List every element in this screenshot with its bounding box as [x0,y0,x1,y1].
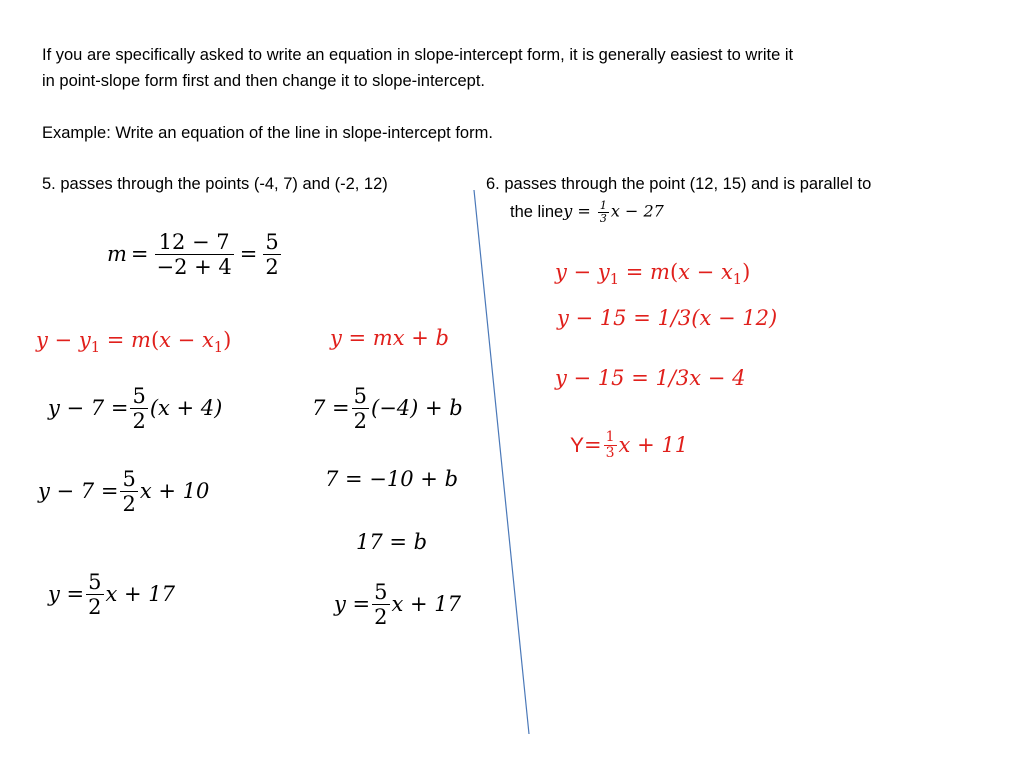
psf-x1-sub: 1 [213,339,224,357]
step-lhs: y − 7 = [48,396,129,421]
problem-5-prompt: 5. passes through the points (-4, 7) and (-2, 12) [42,175,388,193]
psf-m: m [650,260,670,284]
psf-paren-open: ( [669,260,679,284]
psf-y1: y [597,260,610,284]
fraction-numerator: 5 [132,384,146,408]
fraction-numerator: 5 [353,384,368,408]
fraction-denominator: 2 [122,492,136,517]
psf-x: x [678,260,690,284]
step-rhs: x + 17 [105,582,176,607]
fraction-numerator: 1 [599,199,607,212]
problem-6-prompt-rhs: x − 27 [610,201,664,221]
slope-equation: m = $\frac{12 - 7}{-2 + 4}$ = $\frac{5}{2}$ [107,230,279,280]
right-step-2: 7 = −10 + b [325,467,459,491]
step-lhs: 7 = [312,396,350,421]
fraction-numerator: 5 [122,467,136,491]
step-lhs: y − 7 = [38,479,119,504]
psf-x1: x [201,328,214,352]
psf-x1: x [720,260,733,284]
psf-minus: − [566,260,598,284]
fraction-denominator: 3 [605,444,615,461]
fraction-denominator: 2 [132,409,146,434]
problem-6-step-2: y − 15 = 1/3x − 4 [555,366,746,390]
slope-denominator: −2 + 4 [156,255,232,280]
problem-6-prompt-line-1: 6. passes through the point (12, 15) and is parallel to [486,175,872,193]
psf-y1: y [78,328,91,352]
step-rhs: (x + 4) [149,396,223,421]
psf-x1-sub: 1 [732,271,743,289]
example-heading: Example: Write an equation of the line in slope-intercept form. [42,124,493,142]
psf-m: m [131,328,151,352]
psf-y: y [555,260,567,284]
step-lhs: y = [334,592,371,617]
psf-minus-2: − [689,260,721,284]
answer-rhs: x + 11 [618,432,689,457]
psf-x: x [159,328,171,352]
step-rhs: (−4) + b [371,396,463,421]
slope-numerator: 12 − 7 [155,230,234,255]
answer-eq: = [584,432,602,457]
fraction-denominator: 3 [599,211,607,225]
psf-minus: − [47,328,79,352]
fraction-denominator: 2 [374,605,388,630]
psf-y1-sub: 1 [609,271,620,289]
problem-5-slope-intercept-form: y = mx + b [330,326,449,350]
problem-6-step-1: y − 15 = 1/3(x − 12) [557,306,778,330]
fraction-denominator: 2 [88,595,102,620]
right-step-3: 17 = b [356,530,428,554]
step-rhs: x + 10 [139,479,210,504]
slope-symbol: m [107,242,127,267]
psf-y1-sub: 1 [90,339,101,357]
fraction-denominator: 2 [353,409,368,434]
slope-result-numerator: 5 [265,230,279,254]
divider-stroke [474,190,529,734]
problem-6-prompt-lhs: y = [563,201,596,221]
psf-minus-2: − [170,328,202,352]
psf-paren-close: ) [742,260,751,284]
step-rhs: x + 17 [391,592,462,617]
slope-result-denominator: 2 [265,255,279,280]
psf-y: y [36,328,48,352]
answer-y: Y [570,433,585,457]
psf-eq: = [619,260,651,284]
psf-eq: = [100,328,132,352]
intro-line-2: in point-slope form first and then change it to slope-intercept. [42,72,485,90]
step-lhs: y = [48,582,85,607]
problem-6-prompt-text: the line [510,202,564,221]
fraction-numerator: 5 [88,570,102,594]
fraction-numerator: 1 [605,429,615,445]
psf-paren-close: ) [223,328,232,352]
psf-paren-open: ( [150,328,160,352]
intro-line-1: If you are specifically asked to write an equation in slope-intercept form, it is generally easiest to write it [42,46,794,64]
fraction-numerator: 5 [374,580,388,604]
